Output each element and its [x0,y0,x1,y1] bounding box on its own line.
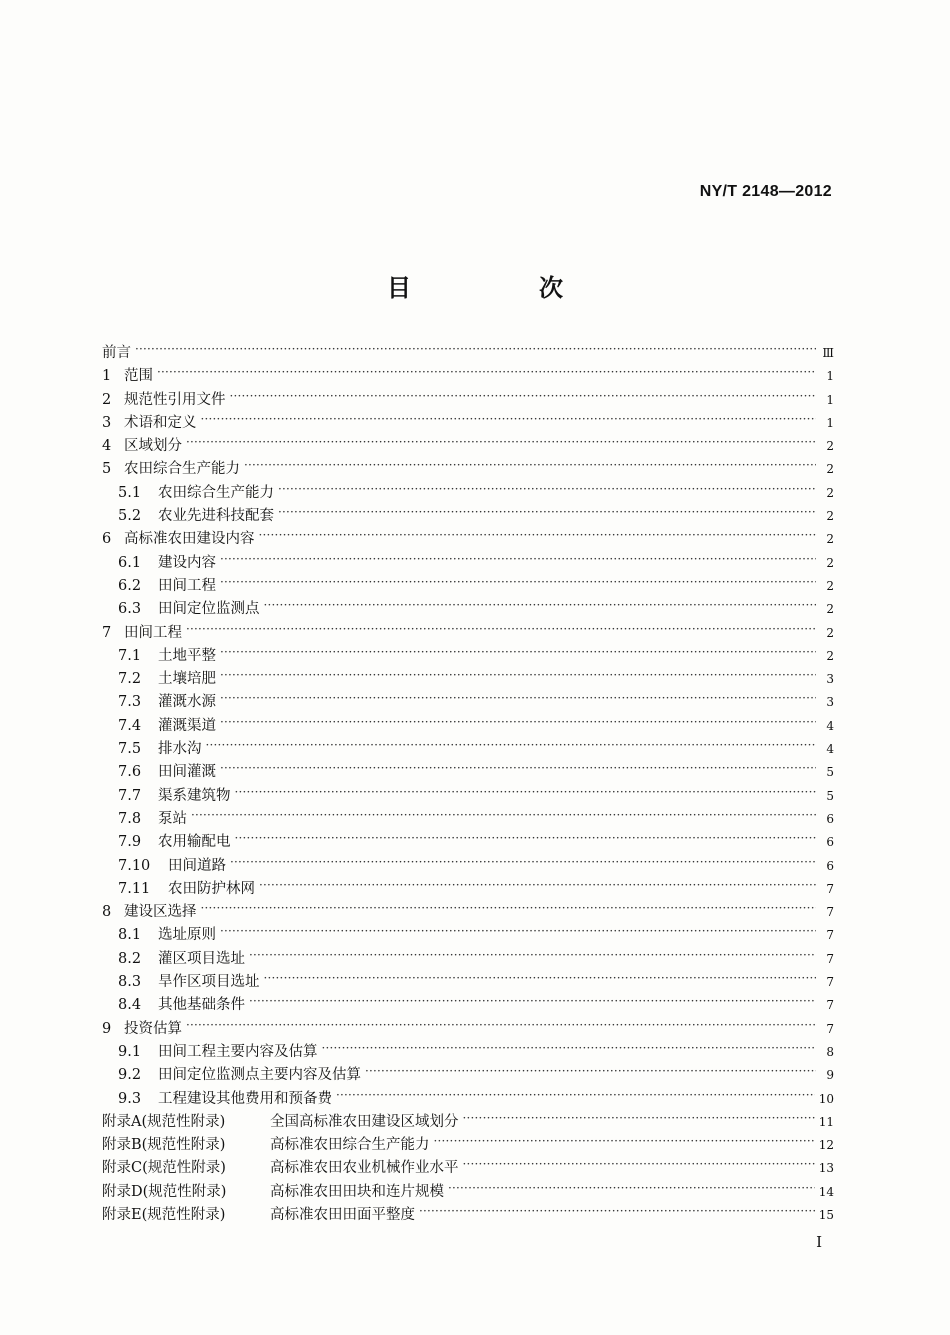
toc-entry-page: 1 [826,369,834,384]
toc-entry-page: 2 [826,625,834,640]
toc-entry-number: 8.2 [118,950,142,967]
toc-entry-page: 2 [826,648,834,663]
page-number: I [816,1233,822,1251]
toc-entry-page: 4 [826,742,834,757]
toc-entry-number: 1 [102,368,112,385]
toc-entry-title: 高标准农田田块和连片规模 [270,1183,444,1200]
table-of-contents [102,342,834,1227]
toc-leader-dots [336,1089,815,1103]
toc-leader-dots [278,483,816,497]
toc-entry-title: 田间道路 [168,857,226,874]
toc-leader-dots [419,1205,815,1219]
toc-entry[interactable] [102,552,834,575]
toc-entry-number: 2 [102,391,112,408]
toc-leader-dots [206,739,817,753]
toc-entry-title: 其他基础条件 [158,997,245,1014]
toc-leader-dots [220,762,816,776]
toc-leader-dots [278,506,816,520]
toc-entry-title: 范围 [124,368,153,385]
toc-leader-dots [244,459,816,473]
toc-entry-number: 7.3 [118,694,142,711]
toc-leader-dots [448,1182,815,1196]
toc-entry-title: 渠系建筑物 [158,787,231,804]
toc-entry-page: 2 [826,439,834,454]
toc-entry[interactable] [102,365,834,388]
toc-entry-page: 2 [826,509,834,524]
toc-entry-title: 土地平整 [158,647,216,664]
toc-entry-page: 7 [826,1021,834,1036]
toc-leader-dots [249,949,816,963]
toc-entry[interactable] [102,761,834,784]
toc-leader-dots [186,623,816,637]
toc-entry-page: 1 [826,392,834,407]
toc-entry-page: 1 [826,415,834,430]
toc-entry-page: 2 [826,578,834,593]
toc-leader-dots [463,1158,815,1172]
toc-entry-page: 7 [826,975,834,990]
toc-entry-page: 15 [818,1207,834,1222]
toc-leader-dots [220,692,816,706]
toc-entry-number: 8.3 [118,974,142,991]
toc-entry-number: 6.3 [118,601,142,618]
toc-entry-title: 规范性引用文件 [124,391,226,408]
toc-entry-title: 田间工程主要内容及估算 [158,1043,318,1060]
toc-entry-number: 7.5 [118,741,142,758]
toc-entry-page: 2 [826,485,834,500]
toc-entry[interactable] [102,785,834,808]
toc-entry[interactable] [102,598,834,621]
toc-entry-title: 农田综合生产能力 [124,461,240,478]
toc-entry-number: 6.2 [118,577,142,594]
toc-leader-dots [220,553,816,567]
toc-entry-page: 3 [826,672,834,687]
toc-entry-title: 高标准农田田面平整度 [270,1206,415,1223]
toc-entry-title: 田间工程 [124,624,182,641]
toc-entry-number: 附录B(规范性附录) [102,1137,226,1154]
toc-entry[interactable] [102,808,834,831]
toc-entry[interactable] [102,994,834,1017]
toc-entry[interactable] [102,924,834,947]
toc-entry[interactable] [102,715,834,738]
toc-entry-title: 灌溉水源 [158,694,216,711]
toc-entry-number: 7.11 [118,880,151,897]
toc-entry[interactable] [102,458,834,481]
toc-entry[interactable] [102,482,834,505]
toc-leader-dots [230,856,816,870]
toc-entry-page: 10 [818,1091,834,1106]
toc-leader-dots [235,832,817,846]
toc-entry-number: 8.1 [118,927,142,944]
toc-entry-page: 7 [826,951,834,966]
toc-entry-title: 全国高标准农田建设区域划分 [270,1113,459,1130]
toc-entry-title: 工程建设其他费用和预备费 [158,1090,332,1107]
toc-entry-page: 12 [818,1138,834,1153]
toc-entry[interactable] [102,528,834,551]
toc-entry-number: 7.4 [118,717,142,734]
toc-entry-title: 田间工程 [158,577,216,594]
toc-entry-number: 附录A(规范性附录) [102,1113,226,1130]
toc-entry[interactable] [102,668,834,691]
toc-leader-dots [434,1135,815,1149]
toc-entry[interactable] [102,1111,834,1134]
toc-leader-dots [220,716,816,730]
toc-entry-page: 8 [826,1044,834,1059]
toc-entry-number: 9.2 [118,1067,142,1084]
toc-entry[interactable] [102,342,834,365]
toc-entry[interactable] [102,575,834,598]
toc-entry[interactable] [102,1181,834,1204]
toc-leader-dots [220,646,816,660]
toc-entry-number: 5 [102,461,112,478]
toc-entry[interactable] [102,1157,834,1180]
toc-leader-dots [249,995,816,1009]
toc-leader-dots [201,413,817,427]
toc-entry-page: 2 [826,532,834,547]
toc-entry-title: 灌区项目选址 [158,950,245,967]
toc-entry[interactable] [102,831,834,854]
toc-entry-title: 排水沟 [158,741,202,758]
toc-entry-title: 土壤培肥 [158,671,216,688]
toc-entry-page: 2 [826,602,834,617]
toc-entry[interactable] [102,878,834,901]
toc-entry-page: 5 [826,765,834,780]
toc-entry-page: 11 [818,1114,834,1129]
toc-entry-page: 7 [826,928,834,943]
toc-leader-dots [259,879,816,893]
toc-leader-dots [322,1042,817,1056]
toc-entry-title: 农田防护林网 [168,880,255,897]
toc-entry-number: 3 [102,414,112,431]
toc-entry-title: 建设区选择 [124,904,197,921]
toc-entry-title: 前言 [102,345,131,361]
toc-entry-title: 泵站 [158,810,187,827]
toc-entry-number: 附录D(规范性附录) [102,1183,227,1200]
toc-entry[interactable] [102,855,834,878]
toc-entry-number: 附录E(规范性附录) [102,1206,226,1223]
toc-entry-title: 旱作区项目选址 [158,974,260,991]
toc-entry-page: 7 [826,998,834,1013]
toc-entry-page: 7 [826,905,834,920]
toc-entry-number: 7.2 [118,671,142,688]
toc-entry-title: 灌溉渠道 [158,717,216,734]
toc-leader-dots [259,529,817,543]
toc-entry-page: 7 [826,881,834,896]
toc-leader-dots [220,669,816,683]
toc-leader-dots [201,902,817,916]
toc-entry-page: 2 [826,555,834,570]
toc-entry-page: 5 [826,788,834,803]
toc-entry[interactable] [102,901,834,924]
toc-entry-number: 7.9 [118,834,142,851]
toc-entry-page: 6 [826,858,834,873]
toc-entry[interactable] [102,948,834,971]
toc-entry-number: 7.10 [118,857,151,874]
toc-entry-number: 7.1 [118,647,142,664]
toc-entry-number: 7.8 [118,810,142,827]
toc-entry[interactable] [102,971,834,994]
toc-entry-number: 7 [102,624,112,641]
toc-entry-number: 7.7 [118,787,142,804]
toc-entry[interactable] [102,1064,834,1087]
toc-entry-title: 农田综合生产能力 [158,484,274,501]
toc-entry-page: 2 [826,462,834,477]
toc-entry[interactable] [102,1134,834,1157]
toc-entry-title: 田间灌溉 [158,764,216,781]
toc-entry-number: 9.3 [118,1090,142,1107]
toc-entry-title: 高标准农田建设内容 [124,531,255,548]
toc-entry-page: 14 [818,1184,834,1199]
toc-entry-title: 区域划分 [124,438,182,455]
document-code: NY/T 2148—2012 [699,183,832,200]
toc-entry[interactable] [102,412,834,435]
toc-leader-dots [264,599,817,613]
toc-entry-number: 5.1 [118,484,142,501]
toc-entry-number: 4 [102,438,112,455]
toc-entry[interactable] [102,1041,834,1064]
toc-entry-title: 农用输配电 [158,834,231,851]
toc-entry-title: 高标准农田综合生产能力 [270,1137,430,1154]
toc-leader-dots [220,576,816,590]
page-title: 目 次 [387,273,615,302]
toc-leader-dots [365,1065,816,1079]
toc-leader-dots [186,1019,816,1033]
toc-entry[interactable] [102,738,834,761]
toc-entry-number: 5.2 [118,508,142,525]
toc-leader-dots [135,343,816,357]
toc-entry-number: 8.4 [118,997,142,1014]
toc-entry-page: 13 [818,1161,834,1176]
toc-entry[interactable] [102,1204,834,1227]
toc-entry[interactable] [102,1088,834,1111]
toc-leader-dots [264,972,817,986]
toc-entry-number: 7.6 [118,764,142,781]
toc-leader-dots [191,809,816,823]
toc-entry-page: 6 [826,835,834,850]
toc-entry-number: 9 [102,1020,112,1037]
toc-leader-dots [230,390,817,404]
toc-leader-dots [157,366,816,380]
toc-entry-number: 6 [102,531,112,548]
toc-entry-number: 6.1 [118,554,142,571]
toc-entry-title: 术语和定义 [124,414,197,431]
toc-entry-title: 田间定位监测点 [158,601,260,618]
toc-entry[interactable] [102,622,834,645]
toc-leader-dots [186,436,816,450]
toc-leader-dots [463,1112,815,1126]
toc-entry-number: 附录C(规范性附录) [102,1160,226,1177]
toc-entry-title: 高标准农田农业机械作业水平 [270,1160,459,1177]
toc-entry-page: 4 [826,718,834,733]
toc-entry-number: 9.1 [118,1043,142,1060]
toc-entry-page: 3 [826,695,834,710]
toc-entry[interactable] [102,1018,834,1041]
toc-entry[interactable] [102,645,834,668]
toc-entry-page: Ⅲ [822,346,834,360]
toc-entry-title: 建设内容 [158,554,216,571]
toc-leader-dots [220,925,816,939]
toc-entry[interactable] [102,389,834,412]
toc-entry-title: 田间定位监测点主要内容及估算 [158,1067,361,1084]
toc-entry-title: 投资估算 [124,1020,182,1037]
toc-entry[interactable] [102,505,834,528]
toc-entry[interactable] [102,435,834,458]
toc-entry-page: 9 [826,1068,834,1083]
toc-entry-page: 6 [826,811,834,826]
toc-entry-title: 选址原则 [158,927,216,944]
toc-entry-title: 农业先进科技配套 [158,508,274,525]
toc-leader-dots [235,786,817,800]
toc-entry[interactable] [102,691,834,714]
toc-entry-number: 8 [102,904,112,921]
